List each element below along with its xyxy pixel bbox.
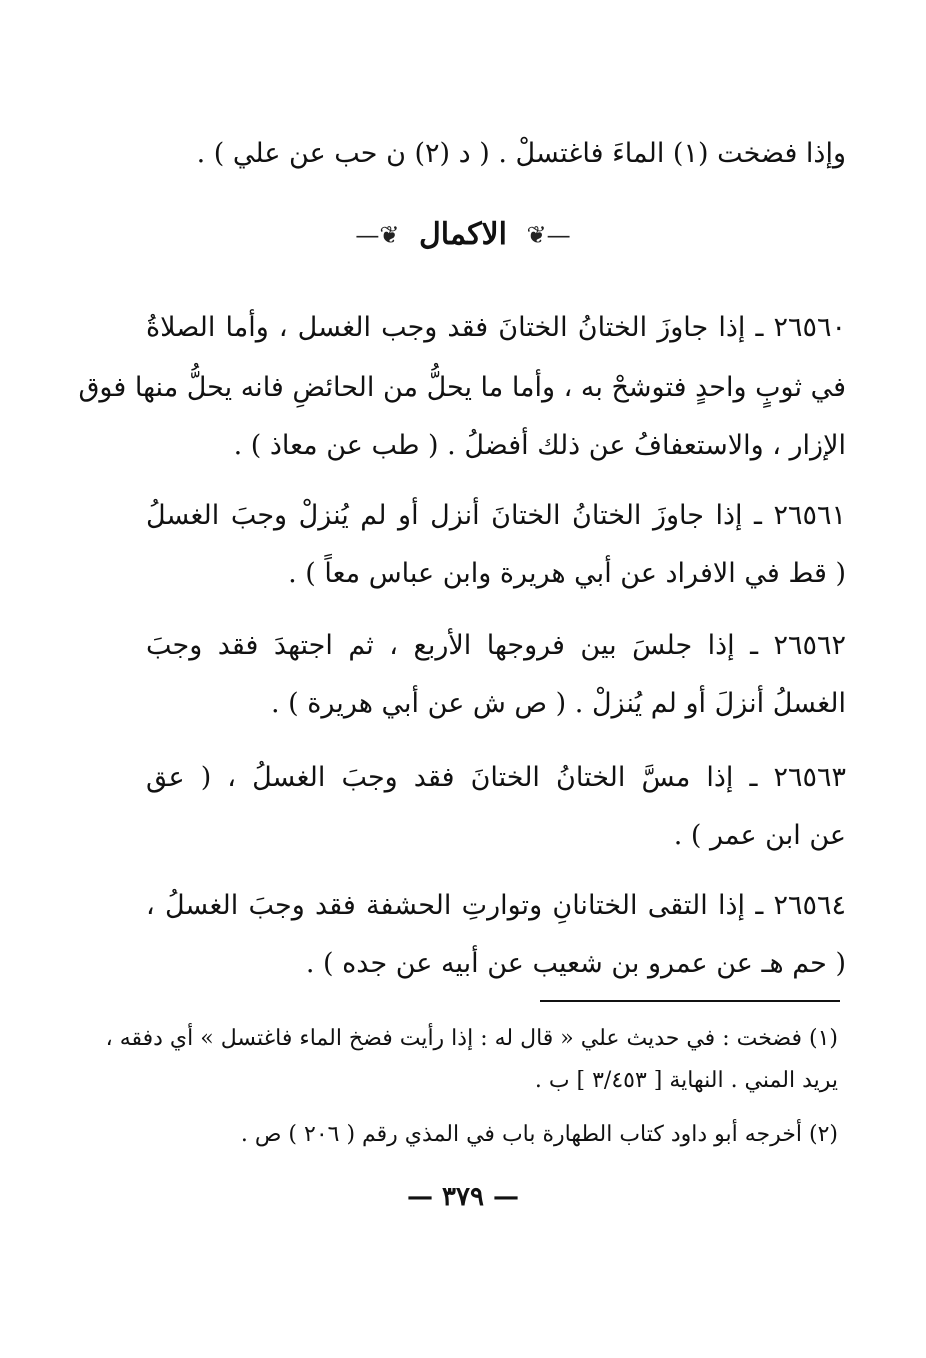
footnote-2: (٢) أخرجه أبو داود كتاب الطهارة باب في المذي رقم ( ٢٠٦ ) ص . bbox=[240, 1122, 838, 1147]
entry-26564-line-1: ٢٦٥٦٤ ـ إذا التقى الختانانِ وتوارتِ الحشفة فقد وجبَ الغسلُ ، bbox=[146, 890, 846, 921]
footnote-1-line-2: يريد المني . النهاية [ ٣/٤٥٣ ] ب . bbox=[534, 1068, 838, 1093]
entry-26564-line-2: ( حم هـ عن عمرو بن شعيب عن أبيه عن جده ) . bbox=[305, 948, 846, 979]
entry-26563-line-2: عن ابن عمر ) . bbox=[673, 820, 846, 851]
entry-26563-line-1: ٢٦٥٦٣ ـ إذا مسَّ الختانُ الختانَ فقد وجبَ الغسلُ ، ( عق bbox=[146, 762, 846, 793]
intro-line: وإذا فضخت (١) الماءَ فاغتسلْ . ( د (٢) ن حب عن علي ) . bbox=[196, 138, 846, 169]
footnote-1-line-1: (١) فضخت : في حديث علي « قال له : إذا رأيت فضخ الماء فاغتسل » أي دفقه ، bbox=[105, 1026, 838, 1051]
entry-26560-line-1: ٢٦٥٦٠ ـ إذا جاوزَ الختانُ الختانَ فقد وجب الغسل ، وأما الصلاةُ bbox=[146, 312, 846, 343]
entry-26560-line-2: في ثوبٍ واحدٍ فتوشحْ به ، وأما ما يحلُّ من الحائضِ فانه يحلُّ منها فوق bbox=[78, 372, 846, 403]
section-heading bbox=[0, 212, 926, 257]
heading-title: الاكمال bbox=[418, 217, 507, 252]
ornament-right-icon: —❦ bbox=[526, 221, 571, 249]
footnote-divider bbox=[540, 1000, 840, 1002]
entry-26560-line-3: الإزار ، والاستعفافُ عن ذلك أفضلُ . ( طب عن معاذ ) . bbox=[233, 430, 846, 461]
entry-26561-line-1: ٢٦٥٦١ ـ إذا جاوزَ الختانُ الختانَ أنزل أو لم يُنزلْ وجبَ الغسلُ bbox=[146, 500, 846, 531]
entry-26562-line-2: الغسلُ أنزلَ أو لم يُنزلْ . ( ص ش عن أبي هريرة ) . bbox=[270, 688, 846, 719]
ornament-left-icon: ❦— bbox=[355, 221, 400, 249]
page-number: — ٣٧٩ — bbox=[406, 1182, 520, 1212]
entry-26561-line-2: ( قط في الافراد عن أبي هريرة وابن عباس معاً ) . bbox=[288, 558, 846, 589]
entry-26562-line-1: ٢٦٥٦٢ ـ إذا جلسَ بين فروجها الأربع ، ثم اجتهدَ فقد وجبَ bbox=[146, 630, 846, 661]
